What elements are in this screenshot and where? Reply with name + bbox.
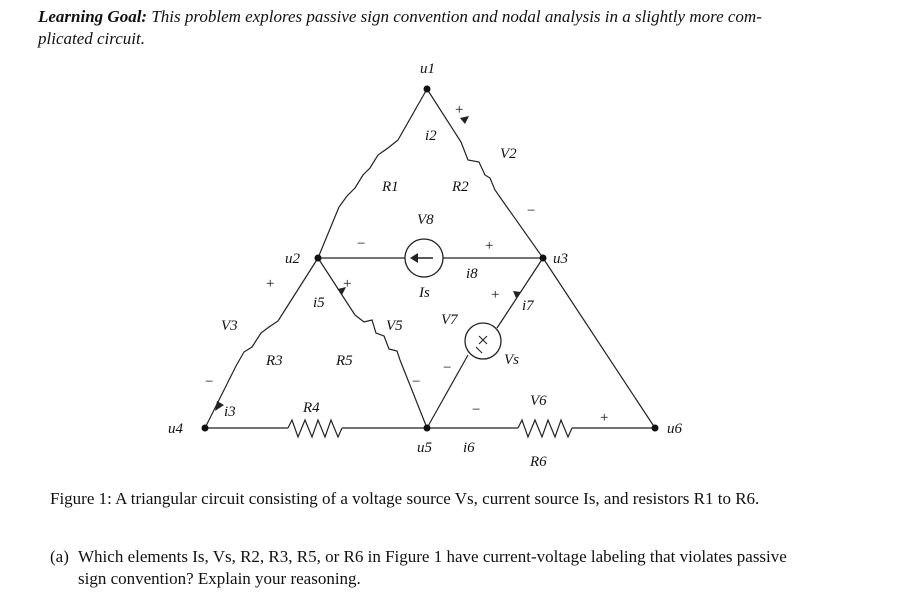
label-r4: R4	[303, 400, 320, 416]
sign-minus-v3: −	[205, 374, 214, 390]
question-label: (a)	[50, 547, 69, 566]
sign-plus-v2: +	[455, 102, 464, 118]
sign-minus-v2: −	[527, 203, 536, 219]
label-u1: u1	[420, 61, 435, 77]
arrow-i3	[215, 401, 224, 411]
label-r3: R3	[266, 353, 283, 369]
learning-goal-label: Learning Goal:	[38, 7, 148, 26]
sign-plus-v7: +	[491, 287, 500, 303]
label-i3: i3	[224, 404, 236, 420]
label-i2: i2	[425, 128, 437, 144]
resistor-r4	[288, 420, 342, 437]
sign-plus-v8: +	[485, 238, 494, 254]
label-u4: u4	[168, 421, 183, 437]
node-u3	[540, 255, 547, 262]
label-r2: R2	[452, 179, 469, 195]
sign-minus-v8: −	[357, 236, 366, 252]
learning-goal-text: This problem explores passive sign convention and nodal analysis in a slightly more com-	[147, 7, 762, 26]
node-u1	[424, 86, 431, 93]
sign-minus-v7: −	[443, 360, 452, 376]
figure-caption: Figure 1: A triangular circuit consisting of a voltage source Vs, current source Is, and resistors R1 to R6.	[50, 489, 760, 508]
sign-plus-v3: +	[266, 276, 275, 292]
learning-goal-text-2: plicated circuit.	[38, 29, 146, 48]
node-u4	[202, 425, 209, 432]
label-i6: i6	[463, 440, 475, 456]
resistor-r6	[518, 420, 572, 437]
label-v5: V5	[386, 318, 403, 334]
resistor-r1	[339, 140, 398, 207]
node-u2	[315, 255, 322, 262]
label-v2: V2	[500, 146, 517, 162]
label-u5: u5	[417, 440, 432, 456]
label-v6: V6	[530, 393, 547, 409]
sign-minus-v5: −	[412, 374, 421, 390]
label-is: Is	[419, 285, 430, 301]
label-i7: i7	[522, 298, 534, 314]
node-u6	[652, 425, 659, 432]
label-r5: R5	[336, 353, 353, 369]
voltage-source-vs	[465, 323, 501, 359]
label-u6: u6	[667, 421, 682, 437]
label-i8: i8	[466, 266, 478, 282]
label-r6: R6	[530, 454, 547, 470]
sign-plus-v5: +	[343, 276, 352, 292]
sign-plus-v6: +	[600, 410, 609, 426]
question-line-1: Which elements Is, Vs, R2, R3, R5, or R6 in Figure 1 have current-voltage labeling that violates passive	[78, 547, 787, 566]
label-vs: Vs	[504, 352, 519, 368]
label-u3: u3	[553, 251, 568, 267]
node-u5	[424, 425, 431, 432]
label-r1: R1	[382, 179, 399, 195]
label-v3: V3	[221, 318, 238, 334]
sign-minus-v6: −	[472, 402, 481, 418]
label-v7: V7	[441, 312, 458, 328]
label-i5: i5	[313, 295, 325, 311]
question-a	[50, 546, 880, 590]
label-v8: V8	[417, 212, 434, 228]
label-u2: u2	[285, 251, 300, 267]
question-line-2: sign convention? Explain your reasoning.	[78, 569, 361, 588]
